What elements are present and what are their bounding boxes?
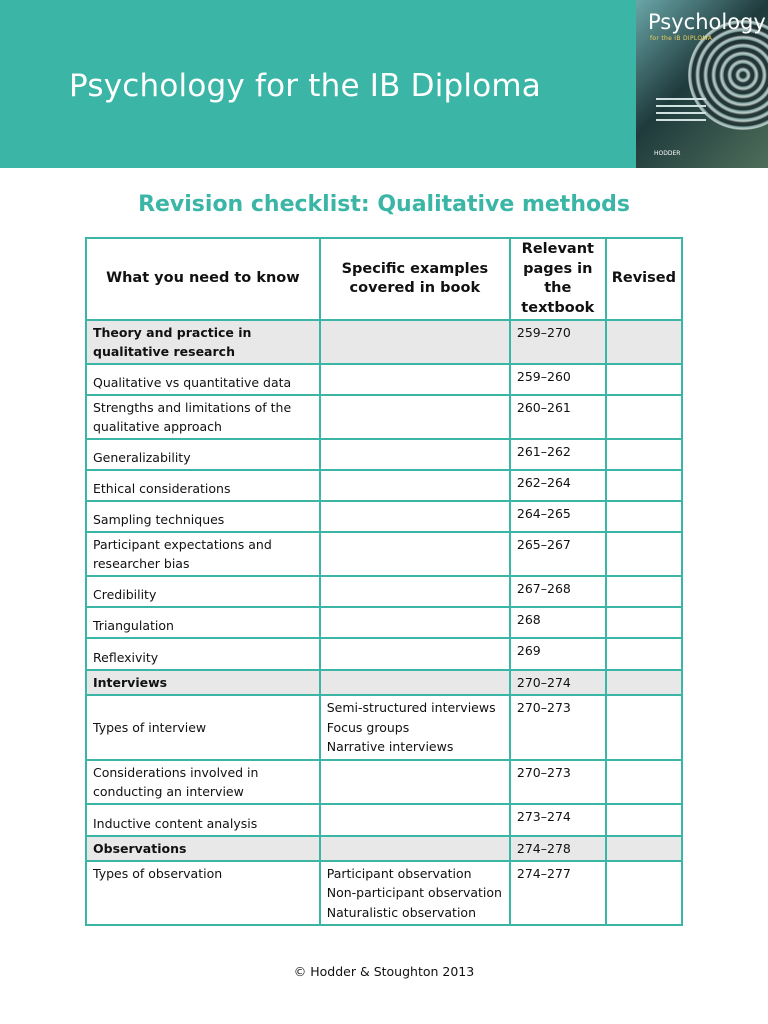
section-heading-row (86, 320, 682, 364)
topic-cell: Strengths and limitations of the qualitative approach (86, 395, 320, 439)
example-item: Semi-structured interviews (326, 700, 496, 715)
revised-checkbox-cell[interactable] (606, 804, 682, 836)
column-header-pages: Relevant pages in the textbook (510, 238, 606, 320)
topic-cell: Reflexivity (86, 638, 320, 670)
example-item: Naturalistic observation (326, 904, 476, 920)
cover-author-lines (656, 98, 706, 126)
table-row (86, 364, 682, 395)
example-item: Non-participant observation (326, 885, 502, 900)
table-row (86, 532, 682, 576)
examples-cell (320, 760, 510, 804)
topic-cell: Types of observation (86, 861, 320, 926)
cover-title: Psychology (648, 10, 766, 34)
topic-cell: Participant expectations and researcher bias (86, 532, 320, 576)
revision-checklist-table (85, 237, 683, 926)
example-item: Focus groups (326, 719, 410, 735)
table-row (86, 607, 682, 638)
examples-cell (320, 670, 510, 695)
header-banner (0, 0, 768, 168)
pages-cell: 264–265 (510, 501, 606, 532)
examples-cell (320, 395, 510, 439)
table-row (86, 576, 682, 607)
table-row (86, 760, 682, 804)
table-row (86, 501, 682, 532)
examples-cell (320, 439, 510, 470)
pages-cell: 274–277 (510, 861, 606, 926)
topic-cell: Considerations involved in conducting an interview (86, 760, 320, 804)
revised-checkbox-cell[interactable] (606, 695, 682, 760)
column-header-topic: What you need to know (86, 238, 320, 320)
section-heading-row (86, 670, 682, 695)
pages-cell: 270–273 (510, 760, 606, 804)
revised-checkbox-cell[interactable] (606, 395, 682, 439)
topic-cell: Qualitative vs quantitative data (86, 364, 320, 395)
examples-cell (320, 836, 510, 861)
revised-checkbox-cell[interactable] (606, 760, 682, 804)
pages-cell: 260–261 (510, 395, 606, 439)
column-header-examples: Specific examples covered in book (320, 238, 510, 320)
examples-cell (320, 320, 510, 364)
revised-checkbox-cell[interactable] (606, 861, 682, 926)
examples-cell (320, 576, 510, 607)
revised-checkbox-cell[interactable] (606, 836, 682, 861)
topic-cell: Observations (86, 836, 320, 861)
examples-cell (320, 861, 510, 926)
pages-cell: 259–260 (510, 364, 606, 395)
examples-cell (320, 532, 510, 576)
examples-cell (320, 607, 510, 638)
example-item: Participant observation (326, 865, 472, 881)
topic-cell: Sampling techniques (86, 501, 320, 532)
table-row (86, 470, 682, 501)
pages-cell: 274–278 (510, 836, 606, 861)
pages-cell: 262–264 (510, 470, 606, 501)
examples-cell (320, 470, 510, 501)
page-title: Revision checklist: Qualitative methods (138, 192, 630, 217)
examples-cell (320, 695, 510, 760)
topic-cell: Triangulation (86, 607, 320, 638)
topic-cell: Ethical considerations (86, 470, 320, 501)
pages-cell: 273–274 (510, 804, 606, 836)
topic-cell: Interviews (86, 670, 320, 695)
pages-cell: 265–267 (510, 532, 606, 576)
revised-checkbox-cell[interactable] (606, 670, 682, 695)
topic-cell: Theory and practice in qualitative research (86, 320, 320, 364)
examples-cell (320, 638, 510, 670)
table-row (86, 695, 682, 760)
revised-checkbox-cell[interactable] (606, 320, 682, 364)
section-heading-row (86, 836, 682, 861)
column-header-revised: Revised (606, 238, 682, 320)
table-row (86, 638, 682, 670)
topic-cell: Generalizability (86, 439, 320, 470)
pages-cell: 261–262 (510, 439, 606, 470)
topic-cell: Inductive content analysis (86, 804, 320, 836)
pages-cell: 270–273 (510, 695, 606, 760)
pages-cell: 259–270 (510, 320, 606, 364)
banner-title: Psychology for the IB Diploma (69, 68, 541, 104)
table-row (86, 804, 682, 836)
examples-cell (320, 364, 510, 395)
cover-publisher-logo: HODDER (654, 150, 681, 157)
topic-cell: Credibility (86, 576, 320, 607)
revised-checkbox-cell[interactable] (606, 638, 682, 670)
table-row (86, 861, 682, 926)
examples-cell (320, 501, 510, 532)
table-row (86, 395, 682, 439)
revised-checkbox-cell[interactable] (606, 501, 682, 532)
cover-subtitle: for the IB DIPLOMA (650, 35, 713, 42)
revised-checkbox-cell[interactable] (606, 532, 682, 576)
revised-checkbox-cell[interactable] (606, 439, 682, 470)
examples-cell (320, 804, 510, 836)
pages-cell: 268 (510, 607, 606, 638)
topic-cell: Types of interview (86, 695, 320, 760)
book-cover-image (636, 0, 768, 168)
revised-checkbox-cell[interactable] (606, 576, 682, 607)
example-item: Narrative interviews (326, 739, 454, 754)
revised-checkbox-cell[interactable] (606, 607, 682, 638)
pages-cell: 270–274 (510, 670, 606, 695)
revised-checkbox-cell[interactable] (606, 470, 682, 501)
table-header-row (86, 238, 682, 320)
table-row (86, 439, 682, 470)
pages-cell: 269 (510, 638, 606, 670)
pages-cell: 267–268 (510, 576, 606, 607)
revised-checkbox-cell[interactable] (606, 364, 682, 395)
copyright-footer: © Hodder & Stoughton 2013 (293, 964, 475, 979)
